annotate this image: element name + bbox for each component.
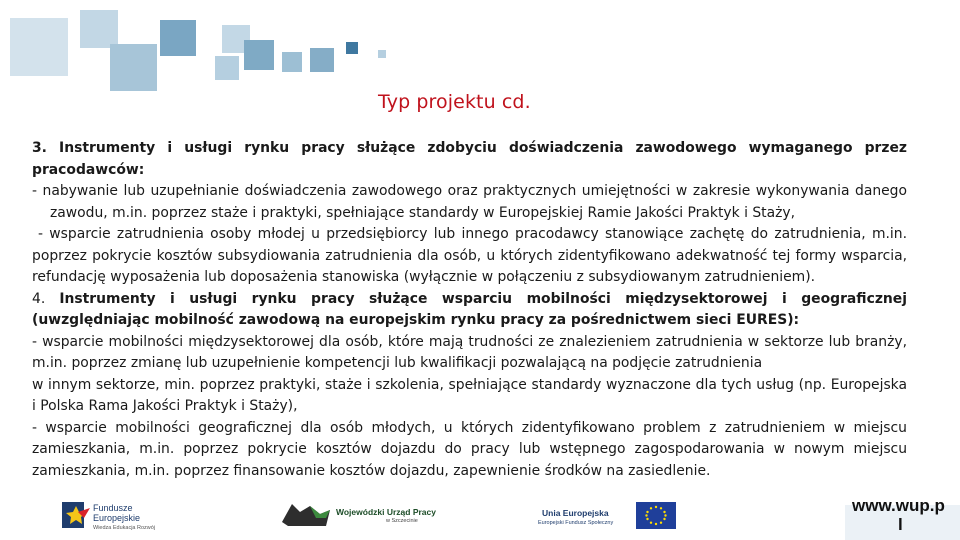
decor-square: [80, 10, 118, 48]
section-4-number: 4.: [32, 290, 60, 307]
decor-square: [310, 48, 334, 72]
fe-line3: Wiedza Edukacja Rozwój: [93, 525, 156, 531]
fe-star-icon: [62, 498, 90, 530]
decor-square: [160, 20, 196, 56]
website-link-continuation[interactable]: l: [898, 515, 903, 534]
section-3-heading: [32, 138, 907, 181]
ue-fund: Europejski Fundusz Społeczny: [538, 520, 614, 526]
website-link[interactable]: www.wup.p: [852, 496, 945, 515]
wup-name: Wojewódzki Urząd Pracy: [336, 507, 436, 517]
fe-text: [93, 503, 155, 533]
decor-square: [282, 52, 302, 72]
section-4-heading: [32, 289, 907, 332]
decor-square: [378, 50, 386, 58]
decor-square: [10, 18, 68, 76]
wup-city: w Szczecinie: [386, 518, 418, 524]
decor-square: [244, 40, 274, 70]
decor-square: [215, 56, 239, 80]
eu-flag-icon: [636, 502, 676, 529]
wup-map-icon: [280, 500, 332, 528]
section-4-title: Instrumenty i usługi rynku pracy służące wsparciu mobilności międzysektorowej i geograficznej (uwzględniając mobilność zawodową na europejskim rynku pracy za pośrednictwem sieci EURES):: [32, 290, 907, 328]
list-item: w innym sektorze, min. poprzez praktyki, staże i szkolenia, spełniające standardy wyznaczone dla tych usług (np. Europejska i Polska Rama Jakości Praktyk i Staży),: [32, 376, 907, 414]
wup-logo: [280, 500, 332, 528]
list-item: - nabywanie lub uzupełnianie doświadczenia zawodowego oraz praktycznych umiejętności w zakresie wykonywania danego zawodu, m.in. poprzez staże i praktyki, spełniające standardy w Europejskiej Ramie Jakości Praktyk i Staży,: [32, 183, 907, 221]
page-title: Typ projektu cd.: [378, 91, 531, 113]
fundusze-europejskie-logo: [62, 498, 90, 530]
decor-square: [110, 44, 157, 91]
fe-line1: Fundusze: [93, 503, 133, 513]
section-3-title: 3. Instrumenty i usługi rynku pracy służące zdobyciu doświadczenia zawodowego wymaganego przez pracodawców:: [32, 140, 907, 178]
fe-line2: Europejskie: [93, 513, 141, 523]
list-item: - wsparcie mobilności międzysektorowej dla osób, które mają trudności ze znalezieniem zatrudnienia w sektorze lub branży, m.in. poprzez zmianę lub uzupełnienie kompetencji lub kwalifikacji pozwalającą na podjęcie zatrudnienia: [32, 333, 907, 371]
list-item: - wsparcie mobilności geograficznej dla osób młodych, u których zidentyfikowano problem z zatrudnieniem w miejscu zamieszkania, m.in. poprzez pokrycie kosztów dojazdu do pracy lub wstępnego zagospodarowania w nowym miejscu zamieszkania, m.in. poprzez finansowanie kosztów dojazdu, zapewnienie środków na zasiedlenie.: [32, 419, 907, 479]
list-item: - wsparcie zatrudnienia osoby młodej u przedsiębiorcy lub innego pracodawcy stanowiące zachętę do zatrudnienia, m.in. poprzez pokrycie kosztów subsydiowania zatrudnienia dla osób, u których zidentyfikowano adekwatność tej formy wsparcia, refundację wyposażenia lub doposażenia stanowiska (wyłącznie w połączeniu z subsydiowanym zatrudnieniem).: [32, 226, 907, 285]
decor-square: [346, 42, 358, 54]
content-body: [32, 138, 907, 482]
ue-name: Unia Europejska: [542, 508, 609, 518]
